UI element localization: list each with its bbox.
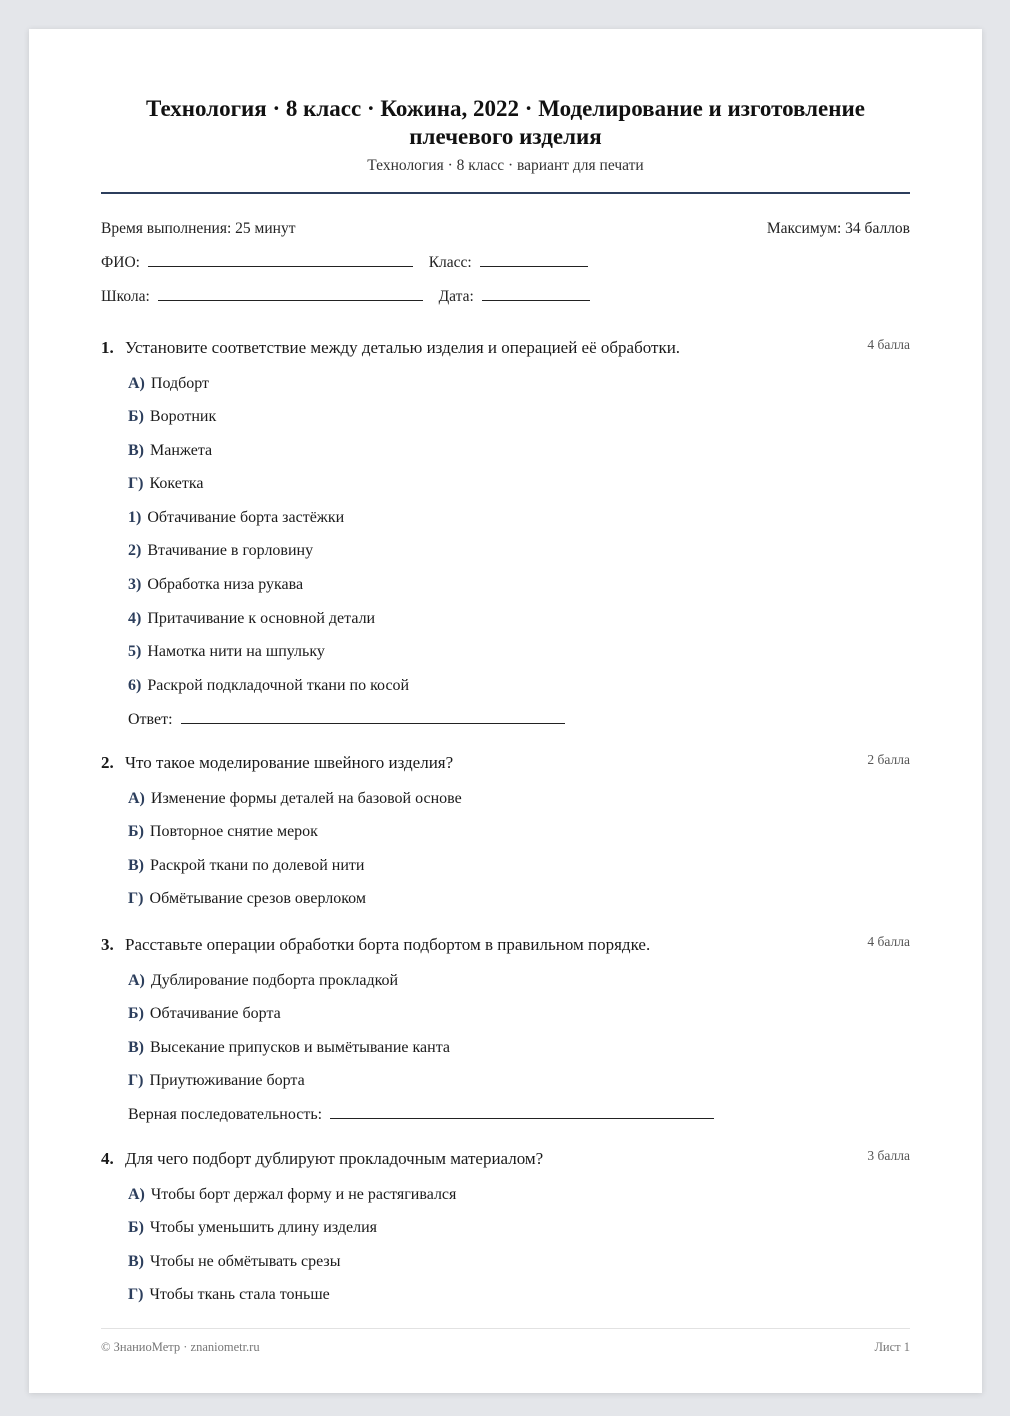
- class-label: Класс:: [428, 254, 472, 271]
- question-1: [101, 337, 910, 728]
- time-limit: Время выполнения: 25 минут: [101, 220, 296, 237]
- fio-field[interactable]: [148, 253, 413, 267]
- question-points: 4 балла: [867, 934, 910, 949]
- question-points: 4 балла: [867, 337, 910, 352]
- option-v[interactable]: В) Раскрой ткани по долевой нити: [128, 857, 365, 874]
- option-4[interactable]: 4) Притачивание к основной детали: [128, 610, 376, 627]
- option-2[interactable]: 2) Втачивание в горловину: [128, 542, 314, 559]
- option-b[interactable]: Б) Воротник: [128, 408, 217, 425]
- answer-label: Ответ:: [128, 711, 173, 728]
- option-a[interactable]: А) Дублирование подборта прокладкой: [128, 972, 399, 989]
- question-number: 1.: [101, 338, 114, 357]
- answer-row: [128, 710, 565, 729]
- option-1[interactable]: 1) Обтачивание борта застёжки: [128, 509, 345, 526]
- question-text: Расставьте операции обработки борта подбортом в правильном порядке.: [125, 935, 651, 954]
- answer-label: Верная последовательность:: [128, 1106, 323, 1123]
- option-v[interactable]: В) Манжета: [128, 442, 213, 459]
- school-label: Школа:: [101, 288, 150, 305]
- footer-divider: [101, 1328, 910, 1329]
- answer-row: [128, 1105, 714, 1124]
- question-4: [101, 1148, 910, 1303]
- max-score: Максимум: 34 баллов: [766, 220, 910, 237]
- option-5[interactable]: 5) Намотка нити на шпульку: [128, 643, 325, 660]
- question-header: [101, 1148, 910, 1170]
- date-field[interactable]: [482, 287, 590, 301]
- option-g[interactable]: Г) Кокетка: [128, 475, 204, 492]
- header-divider: [101, 192, 910, 194]
- option-a[interactable]: А) Чтобы борт держал форму и не растягивался: [128, 1186, 457, 1203]
- question-header: [101, 752, 910, 774]
- date-label: Дата:: [438, 288, 474, 305]
- option-g[interactable]: Г) Обмётывание срезов оверлоком: [128, 890, 366, 907]
- question-number: 4.: [101, 1149, 114, 1168]
- class-field[interactable]: [480, 253, 588, 267]
- answer-field[interactable]: [330, 1105, 714, 1119]
- option-b[interactable]: Б) Повторное снятие мерок: [128, 823, 318, 840]
- option-v[interactable]: В) Чтобы не обмётывать срезы: [128, 1253, 341, 1270]
- question-text: Что такое моделирование швейного изделия?: [125, 753, 454, 772]
- option-3[interactable]: 3) Обработка низа рукава: [128, 576, 304, 593]
- option-g[interactable]: Г) Чтобы ткань стала тоньше: [128, 1286, 330, 1303]
- worksheet-page: [29, 29, 982, 1393]
- option-b[interactable]: Б) Чтобы уменьшить длину изделия: [128, 1219, 378, 1236]
- question-points: 3 балла: [867, 1148, 910, 1163]
- footer-copyright: © ЗнаниоМетр · znaniometr.ru: [101, 1340, 260, 1354]
- question-header: [101, 934, 910, 956]
- question-points: 2 балла: [867, 752, 910, 767]
- page-title: Технология · 8 класс · Кожина, 2022 · Моделирование и изготовление плечевого изделия: [146, 96, 865, 149]
- footer-page-number: Лист 1: [874, 1340, 910, 1354]
- answer-field[interactable]: [181, 710, 565, 724]
- question-text: Установите соответствие между деталью изделия и операцией её обработки.: [125, 338, 681, 357]
- option-v[interactable]: В) Высекание припусков и вымётывание канта: [128, 1039, 450, 1056]
- question-2: [101, 752, 910, 907]
- question-text: Для чего подборт дублируют прокладочным материалом?: [125, 1149, 544, 1168]
- meta-time-row: [101, 220, 910, 238]
- page-subtitle: Технология · 8 класс · вариант для печати: [367, 157, 644, 174]
- question-3: [101, 934, 910, 1123]
- school-field[interactable]: [158, 287, 423, 301]
- fio-label: ФИО:: [101, 254, 140, 271]
- option-a[interactable]: А) Подборт: [128, 375, 210, 392]
- option-b[interactable]: Б) Обтачивание борта: [128, 1005, 281, 1022]
- option-a[interactable]: А) Изменение формы деталей на базовой основе: [128, 790, 462, 807]
- meta-name-row: [101, 253, 910, 272]
- option-6[interactable]: 6) Раскрой подкладочной ткани по косой: [128, 677, 410, 694]
- question-number: 2.: [101, 753, 114, 772]
- meta-school-row: [101, 287, 910, 306]
- question-header: [101, 337, 910, 359]
- question-number: 3.: [101, 935, 114, 954]
- option-g[interactable]: Г) Приутюживание борта: [128, 1072, 305, 1089]
